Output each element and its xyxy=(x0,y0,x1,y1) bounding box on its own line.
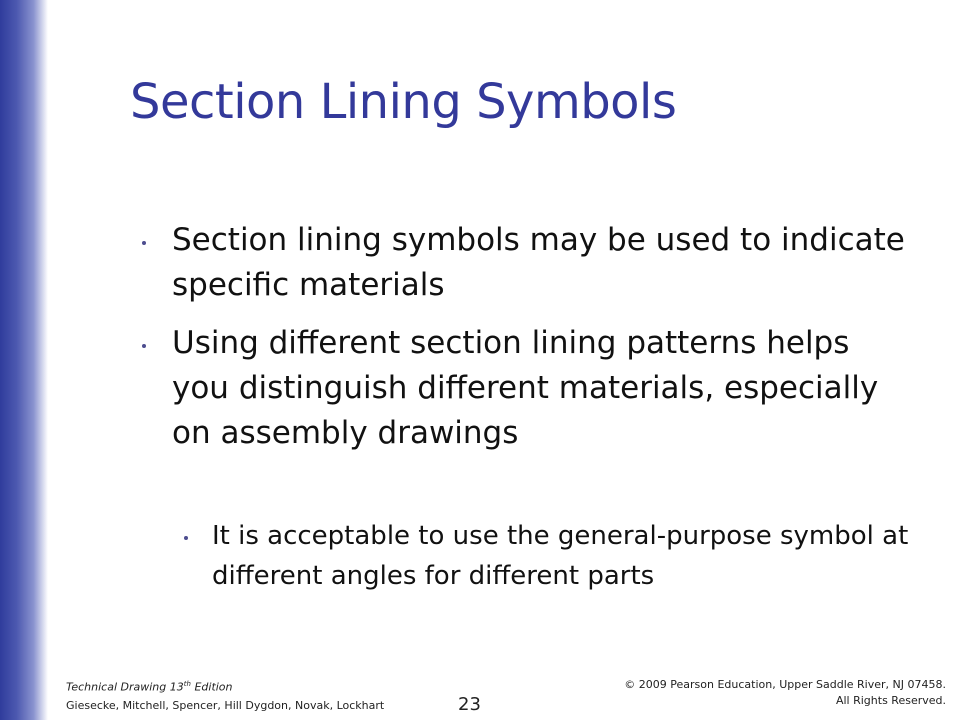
bullet-dot-icon xyxy=(184,536,188,540)
copyright-line-2: All Rights Reserved. xyxy=(835,694,946,707)
bullet-dot-icon xyxy=(142,344,146,348)
page-number: 23 xyxy=(458,694,481,715)
slide-title: Section Lining Symbols xyxy=(130,74,677,130)
footer-authors: Giesecke, Mitchell, Spencer, Hill Dygdon, Novak, Lockhart xyxy=(66,698,385,712)
bullet-item: Section lining symbols may be used to indicate specific materials xyxy=(172,222,905,303)
sub-bullet-item: It is acceptable to use the general-purpose symbol at different angles for different parts xyxy=(212,521,909,591)
bullet-dot-icon xyxy=(142,241,146,245)
footer-book-title: Technical Drawing 13th Edition xyxy=(66,680,233,694)
copyright-line-1: © 2009 Pearson Education, Upper Saddle River, NJ 07458. xyxy=(624,678,946,691)
footer-copyright xyxy=(624,677,946,709)
bullet-item: Using different section lining patterns helps you distinguish different materials, especially on assembly drawings xyxy=(172,325,879,451)
footer-book-info xyxy=(66,675,384,715)
